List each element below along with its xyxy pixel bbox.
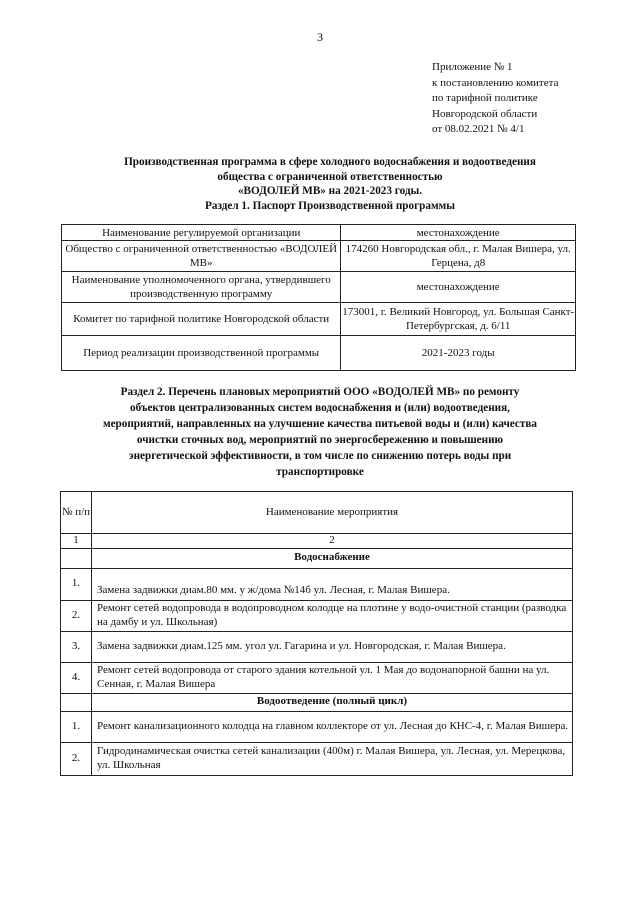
- appendix-line: по тарифной политике: [432, 92, 538, 104]
- section2-line: энергетической эффективности, в том числе по снижению потерь воды при: [128, 450, 512, 462]
- passport-cell-label: Комитет по тарифной политике Новгородской области: [62, 303, 341, 336]
- column-number-2: 2: [92, 534, 573, 549]
- passport-cell-label: Период реализации производственной программы: [62, 336, 341, 371]
- group-title: Водоотведение (полный цикл): [92, 693, 573, 711]
- passport-cell-value: местонахождение: [341, 272, 576, 303]
- passport-cell-label: Наименование уполномоченного органа, утвердившего производственную программу: [62, 272, 341, 303]
- appendix-line: от 08.02.2021 № 4/1: [432, 123, 525, 135]
- passport-row: [62, 272, 576, 303]
- measure-num: 3.: [61, 631, 92, 662]
- passport-cell-label: Наименование регулируемой организации: [62, 225, 341, 241]
- section2-heading: [60, 384, 580, 480]
- measure-num: 2.: [61, 600, 92, 631]
- group-row: [61, 693, 573, 711]
- passport-cell-label: Общество с ограниченной ответственностью «ВОДОЛЕЙ МВ»: [62, 241, 341, 272]
- measure-row: [61, 600, 573, 631]
- passport-cell-value: 173001, г. Великий Новгород, ул. Большая Санкт-Петербургская, д. 6/11: [341, 303, 576, 336]
- measure-num: 2.: [61, 742, 92, 775]
- measure-num: 1.: [61, 711, 92, 742]
- group-num-cell: [61, 548, 92, 568]
- appendix-line: Приложение № 1: [432, 61, 513, 73]
- group-title: Водоснабжение: [92, 548, 573, 568]
- title-line: Раздел 1. Паспорт Производственной программы: [205, 199, 455, 212]
- measure-row: [61, 568, 573, 600]
- measure-num: 4.: [61, 662, 92, 693]
- measure-text: Гидродинамическая очистка сетей канализации (400м) г. Малая Вишера, ул. Лесная, ул. Мерецкова, ул. Школьная: [92, 742, 573, 775]
- section2-line: очистки сточных вод, мероприятий по энергосбережению и повышению: [136, 434, 504, 446]
- measure-row: [61, 711, 573, 742]
- document-title: [40, 155, 620, 213]
- passport-cell-value: 174260 Новгородская обл., г. Малая Вишера, ул. Герцена, д8: [341, 241, 576, 272]
- group-row: [61, 548, 573, 568]
- group-num-cell: [61, 693, 92, 711]
- column-number-row: [61, 534, 573, 549]
- measure-num: 1.: [61, 568, 92, 600]
- measure-text: Ремонт канализационного колодца на главном коллекторе от ул. Лесная до КНС-4, г. Малая Вишера.: [92, 711, 573, 742]
- measure-text: Ремонт сетей водопровода в водопроводном колодце на плотине у водо-очистной станции (разводка на дамбу и ул. Школьная): [92, 600, 573, 631]
- passport-cell-value: местонахождение: [341, 225, 576, 241]
- section2-line: Раздел 2. Перечень плановых мероприятий ООО «ВОДОЛЕЙ МВ» по ремонту: [120, 386, 520, 398]
- section2-line: объектов централизованных систем водоснабжения и (или) водоотведения,: [130, 402, 510, 414]
- passport-row: [62, 303, 576, 336]
- header-name: Наименование мероприятия: [92, 492, 573, 534]
- title-line: Производственная программа в сфере холодного водоснабжения и водоотведения: [124, 156, 536, 168]
- column-number-1: 1: [61, 534, 92, 549]
- appendix-line: к постановлению комитета: [432, 76, 559, 89]
- section2-line: транспортировке: [276, 466, 364, 478]
- passport-cell-value: 2021-2023 годы: [341, 336, 576, 371]
- measure-row: [61, 662, 573, 693]
- header-num: № п/п: [61, 492, 92, 534]
- passport-row: [62, 336, 576, 371]
- page-number: 3: [317, 30, 323, 44]
- passport-row: [62, 241, 576, 272]
- passport-table: [61, 224, 576, 371]
- measure-row: [61, 631, 573, 662]
- section2-line: мероприятий, направленных на улучшение качества питьевой воды и (или) качества: [102, 418, 538, 430]
- measure-text: Ремонт сетей водопровода от старого здания котельной ул. 1 Мая до водонапорной башни на ул. Сенная, г. Малая Вишера: [92, 662, 573, 693]
- measure-text: Замена задвижки диам.80 мм. у ж/дома №14б ул. Лесная, г. Малая Вишера.: [92, 568, 573, 600]
- passport-row: [62, 225, 576, 241]
- measure-text: Замена задвижки диам.125 мм. угол ул. Гагарина и ул. Новгородская, г. Малая Вишера.: [92, 631, 573, 662]
- appendix-block: [432, 60, 632, 138]
- measures-table: [60, 491, 573, 776]
- measure-row: [61, 742, 573, 775]
- title-line: общества с ограниченной ответственностью: [217, 170, 443, 183]
- appendix-line: Новгородской области: [432, 107, 538, 120]
- header-row: [61, 492, 573, 534]
- title-line: «ВОДОЛЕЙ МВ» на 2021-2023 годы.: [237, 185, 423, 197]
